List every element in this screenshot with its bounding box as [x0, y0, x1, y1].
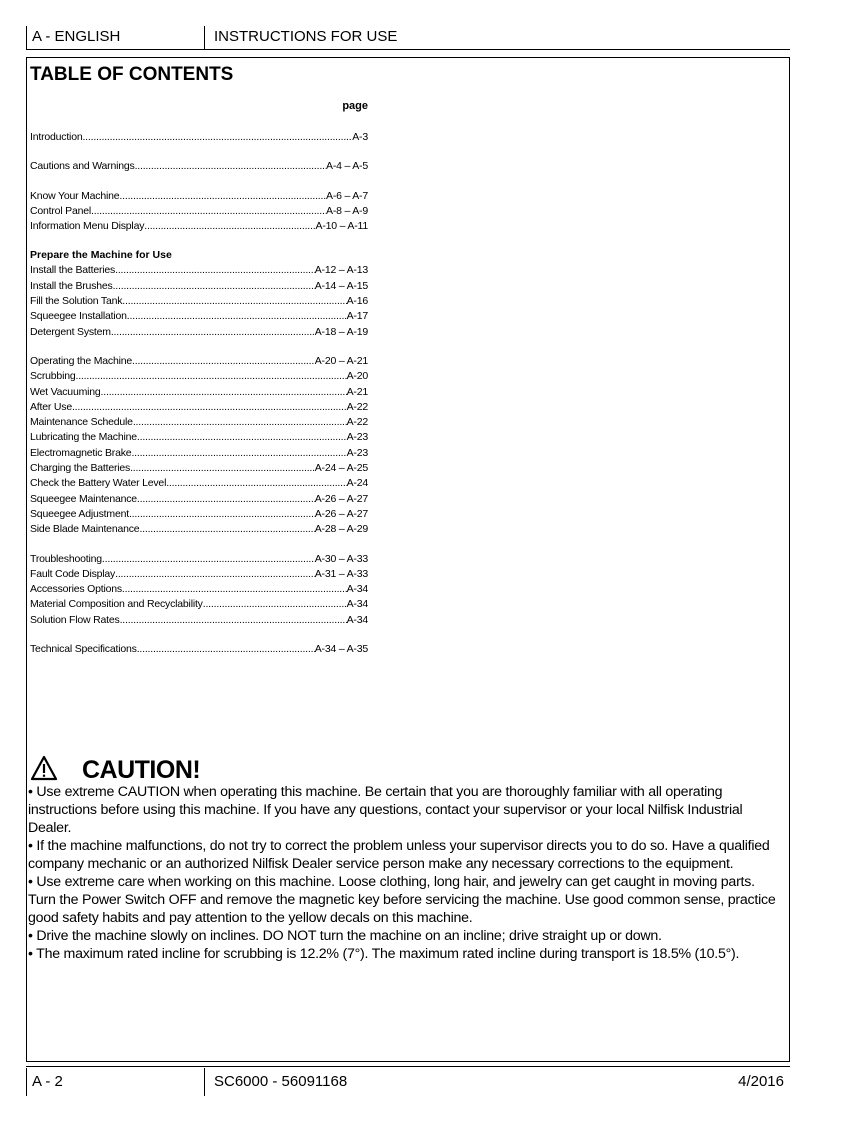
toc-entry-page: A-17	[346, 310, 368, 323]
toc-group	[30, 159, 368, 174]
toc-entry-page: A-10 – A-11	[315, 220, 368, 233]
footer-divider	[204, 1068, 205, 1096]
toc-entry-page: A-24 – A-25	[314, 462, 368, 475]
toc-leader-dots	[82, 130, 352, 145]
toc-leader-dots	[122, 294, 346, 309]
toc-entry-label: Material Composition and Recyclability	[30, 598, 203, 611]
toc-entry-page: A-22	[346, 416, 368, 429]
toc-leader-dots	[144, 219, 315, 234]
toc-group	[30, 248, 368, 339]
toc-entry-page: A-16	[346, 295, 368, 308]
toc-entry	[30, 263, 368, 278]
toc-entry	[30, 130, 368, 145]
caution-bullet: • Drive the machine slowly on inclines. DO NOT turn the machine on an incline; drive straight up or down.	[28, 928, 662, 944]
footer-page-number: A - 2	[32, 1073, 63, 1090]
toc-leader-dots	[137, 430, 347, 445]
toc-leader-dots	[119, 189, 326, 204]
toc-entry	[30, 219, 368, 234]
toc-entry-page: A-26 – A-27	[314, 492, 368, 505]
toc-entry-label: Squeegee Adjustment	[30, 507, 129, 520]
toc-entry-page: A-26 – A-27	[314, 507, 368, 520]
toc-entry	[30, 567, 368, 582]
toc-leader-dots	[72, 400, 347, 415]
toc-entry-label: Wet Vacuuming	[30, 385, 101, 398]
toc-entry-label: Fault Code Display	[30, 567, 116, 580]
toc-entry-page: A-20 – A-21	[314, 354, 368, 367]
caution-bullet: • If the machine malfunctions, do not try to correct the problem unless your supervisor directs you to do so. Have a qualified company mechanic or an authorized Nilfisk Dealer service person make any necessary corrections to the equipment.	[28, 838, 770, 872]
toc-group	[30, 354, 368, 538]
toc-entry-label: Fill the Solution Tank	[30, 295, 123, 308]
toc-entry	[30, 354, 368, 369]
toc-entry-page: A-30 – A-33	[314, 552, 368, 565]
toc-group	[30, 189, 368, 235]
toc-entry	[30, 279, 368, 294]
toc-entry-label: Check the Battery Water Level	[30, 477, 167, 490]
toc-leader-dots	[127, 309, 347, 324]
toc-entry	[30, 309, 368, 324]
toc-entry-page: A-20	[346, 370, 368, 383]
toc-entry	[30, 582, 368, 597]
toc-leader-dots	[130, 461, 315, 476]
toc-entry-label: Install the Batteries	[30, 264, 116, 277]
caution-title: CAUTION!	[82, 755, 201, 784]
page-header	[26, 26, 790, 50]
toc-entry-page: A-34	[346, 583, 368, 596]
toc-entry-label: Electromagnetic Brake	[30, 446, 132, 459]
toc-entry	[30, 476, 368, 491]
toc-title: TABLE OF CONTENTS	[30, 64, 234, 85]
header-language: A - ENGLISH	[32, 28, 121, 45]
toc-entry-page: A-3	[352, 131, 368, 143]
toc-entry-label: Cautions and Warnings	[30, 160, 135, 173]
toc-leader-dots	[111, 325, 315, 340]
table-of-contents	[30, 130, 368, 671]
toc-leader-dots	[133, 415, 347, 430]
header-section: INSTRUCTIONS FOR USE	[214, 28, 398, 45]
toc-entry-label: Control Panel	[30, 204, 92, 217]
toc-leader-dots	[91, 204, 326, 219]
toc-entry	[30, 507, 368, 522]
toc-entry	[30, 385, 368, 400]
toc-entry	[30, 204, 368, 219]
toc-leader-dots	[135, 159, 326, 174]
caution-bullet: • Use extreme CAUTION when operating this machine. Be certain that you are thoroughly familiar with all operating instructions before using this machine. If you have any questions, contact your supervisor or your local Nilfisk Industrial Dealer.	[28, 784, 743, 836]
toc-entry	[30, 597, 368, 612]
toc-entry	[30, 415, 368, 430]
toc-entry-label: Know Your Machine	[30, 189, 120, 202]
toc-entry	[30, 189, 368, 204]
toc-leader-dots	[132, 354, 315, 369]
toc-leader-dots	[101, 385, 347, 400]
toc-entry-label: Scrubbing	[30, 370, 76, 383]
toc-leader-dots	[75, 369, 346, 384]
toc-entry-label: Squeegee Installation	[30, 310, 127, 323]
toc-entry	[30, 552, 368, 567]
toc-entry-label: Squeegee Maintenance	[30, 492, 137, 505]
toc-entry-page: A-12 – A-13	[314, 264, 368, 277]
toc-leader-dots	[115, 567, 315, 582]
toc-entry-page: A-18 – A-19	[314, 325, 368, 338]
toc-entry	[30, 642, 368, 657]
toc-entry	[30, 159, 368, 174]
toc-group	[30, 130, 368, 145]
toc-entry	[30, 492, 368, 507]
toc-entry	[30, 613, 368, 628]
toc-leader-dots	[131, 446, 346, 461]
toc-entry	[30, 400, 368, 415]
page-footer	[26, 1066, 790, 1096]
toc-entry-page: A-28 – A-29	[314, 523, 368, 536]
toc-entry-page: A-23	[346, 431, 368, 444]
toc-leader-dots	[122, 582, 347, 597]
toc-entry-page: A-34	[346, 613, 368, 626]
toc-leader-dots	[120, 613, 347, 628]
header-divider	[204, 26, 205, 50]
toc-entry-label: Troubleshooting	[30, 552, 102, 565]
toc-leader-dots	[137, 492, 315, 507]
toc-entry-page: A-22	[346, 400, 368, 413]
toc-entry-label: Install the Brushes	[30, 279, 113, 292]
toc-leader-dots	[129, 507, 315, 522]
toc-group	[30, 552, 368, 628]
toc-entry-page: A-4 – A-5	[326, 160, 368, 173]
toc-leader-dots	[102, 552, 315, 567]
footer-overline	[26, 1066, 790, 1067]
toc-entry-page: A-34 – A-35	[314, 643, 368, 656]
toc-entry-page: A-8 – A-9	[326, 204, 368, 217]
footer-model: SC6000 - 56091168	[214, 1073, 348, 1090]
toc-leader-dots	[113, 279, 315, 294]
toc-group	[30, 642, 368, 657]
toc-leader-dots	[139, 522, 314, 537]
toc-entry-label: Solution Flow Rates	[30, 613, 120, 626]
toc-entry-page: A-24	[346, 477, 368, 490]
toc-entry-page: A-21	[346, 385, 368, 398]
toc-entry-label: Lubricating the Machine	[30, 431, 137, 444]
toc-entry-label: Detergent System	[30, 325, 111, 338]
caution-bullet: • Use extreme care when working on this machine. Loose clothing, long hair, and jewelry can get caught in moving parts. Turn the Power Switch OFF and remove the magnetic key before servicing the machine. Use good common sense, practice good safety habits and pay attention to the yellow decals on this machine.	[28, 874, 776, 926]
toc-entry	[30, 369, 368, 384]
toc-leader-dots	[137, 642, 315, 657]
toc-entry-label: Accessories Options	[30, 583, 122, 596]
footer-date: 4/2016	[738, 1073, 784, 1090]
toc-entry-label: Operating the Machine	[30, 354, 133, 367]
toc-entry-label: After Use	[30, 400, 72, 413]
toc-entry	[30, 446, 368, 461]
toc-entry-label: Maintenance Schedule	[30, 416, 133, 429]
warning-triangle-icon	[30, 755, 58, 786]
toc-leader-dots	[203, 597, 347, 612]
toc-entry	[30, 522, 368, 537]
header-underline	[26, 49, 790, 50]
toc-entry	[30, 430, 368, 445]
toc-entry-page: A-34	[346, 598, 368, 611]
toc-entry-label: Introduction	[30, 131, 83, 143]
toc-entry	[30, 325, 368, 340]
footer-left-rule	[26, 1068, 27, 1096]
toc-entry-label: Information Menu Display	[30, 220, 145, 233]
caution-heading	[30, 756, 200, 784]
toc-group-heading: Prepare the Machine for Use	[30, 249, 172, 262]
toc-entry-page: A-23	[346, 446, 368, 459]
caution-text	[28, 783, 784, 963]
caution-bullet: • The maximum rated incline for scrubbing is 12.2% (7°). The maximum rated incline during transport is 18.5% (10.5°).	[28, 946, 740, 962]
toc-entry-label: Technical Specifications	[30, 643, 137, 656]
toc-leader-dots	[115, 263, 315, 278]
header-left-rule	[26, 26, 27, 50]
toc-entry	[30, 461, 368, 476]
toc-entry	[30, 294, 368, 309]
toc-entry-page: A-31 – A-33	[314, 567, 368, 580]
toc-page-column-label: page	[342, 100, 368, 112]
toc-entry-page: A-14 – A-15	[314, 279, 368, 292]
toc-entry-page: A-6 – A-7	[326, 189, 368, 202]
toc-leader-dots	[166, 476, 346, 491]
toc-entry-label: Side Blade Maintenance	[30, 523, 140, 536]
toc-entry-label: Charging the Batteries	[30, 462, 131, 475]
